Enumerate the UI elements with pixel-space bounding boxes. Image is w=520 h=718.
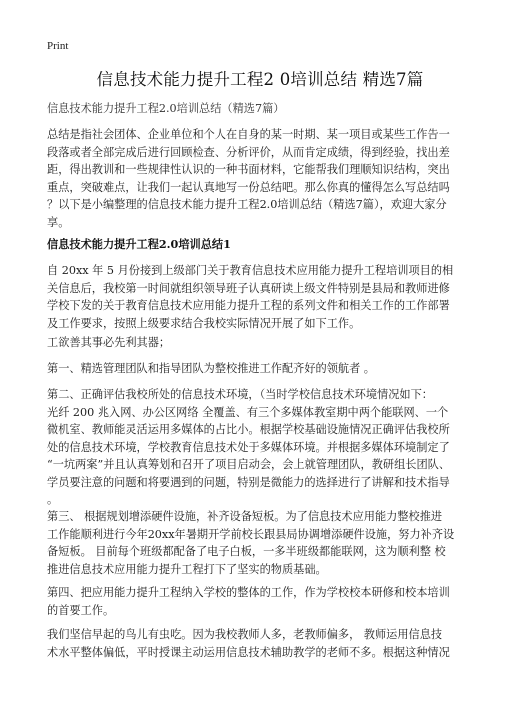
intro-paragraph (47, 126, 479, 231)
text-line: 。 (47, 493, 59, 506)
text-line: 的首要工作。 (47, 603, 115, 617)
paragraph-3 (47, 360, 479, 378)
text-line: 关信息后，我校第一时间就组织领导班子认真研读上级文件特别是县局和教师进修 (47, 281, 450, 295)
text-line: 术水平整体偏低，平时授课主动运用信息技术辅助教学的老师不多。根据这种情况 (47, 645, 450, 659)
text-line: 学员要注意的问题和将要遇到的问题，特别是微能力的选择进行了讲解和技术指导 (47, 475, 450, 489)
text-line: 工作能顺利进行今年20xx年暑期开学前校长跟县局协调增添硬件设施，努力补齐设 (47, 527, 455, 541)
paragraph-2 (47, 334, 479, 352)
text-line: 第三、 根据规划增添硬件设施，补齐设备短板。为了信息技术应用能力整校推进 (47, 510, 443, 523)
section-heading: 信息技术能力提升工程2.0培训总结1 (47, 237, 231, 251)
text-line: 及工作要求，按照上级要求结合我校实际情况开展了如下工作。 (47, 316, 361, 330)
text-line: 重点，突破难点，让我们一起认真地写一份总结吧。那么你真的懂得怎么写总结吗 (47, 180, 450, 194)
text-line: 自 20xx 年 5 月份接到上级部门关于教育信息技术应用能力提升工程培训项目的相 (47, 264, 454, 277)
text-line: 工欲善其事必先利其器； (47, 336, 171, 349)
print-label: Print (47, 40, 69, 52)
text-line: 学校下发的关于教育信息技术应用能力提升工程的系列文件和相关工作的工作部署 (47, 299, 450, 312)
text-line: 总结是指社会团体、企业单位和个人在自身的某一时期、某一项目或某些工作告一 (47, 128, 450, 141)
paragraph-7 (47, 626, 479, 661)
text-line: ？以下是小编整理的信息技术能力提升工程2.0培训总结（精选7篇），欢迎大家分 (47, 198, 447, 211)
text-line: 享。 (47, 215, 70, 229)
document-title: 信息技术能力提升工程2 0培训总结 精选7篇 (96, 70, 424, 89)
text-line: 第二、正确评估我校所处的信息技术环境，（当时学校信息技术环境情况如下： (47, 388, 433, 401)
text-line: 我们坚信早起的鸟儿有虫吃。因为我校教师人多，老教师偏多， 教师运用信息技 (47, 628, 443, 641)
text-line: 段落或者全部完成后进行回顾检查、分析评价，从而肯定成绩，得到经验，找出差 (47, 145, 450, 159)
text-line: 距，得出教训和一些规律性认识的一种书面材料，它能帮我们理顺知识结构，突出 (47, 163, 450, 176)
text-line: 第一、精选管理团队和指导团队为整校推进工作配齐好的领航者 。 (47, 362, 375, 375)
paragraph-6 (47, 584, 479, 619)
text-line: 第四、把应用能力提升工程纳入学校的整体的工作，作为学校校本研修和校本培训 (47, 586, 450, 599)
text-line: 微机室、教师能灵活运用多媒体的占比小。根据学校基础设施情况正确评估我校所 (47, 423, 450, 436)
text-line: 推进信息技术应用能力提升工程打下了坚实的物质基础。 (47, 562, 327, 576)
paragraph-1 (47, 262, 479, 332)
paragraph-4 (47, 386, 479, 509)
text-line: 处的信息技术环境，学校教育信息技术处于多媒体环境。并根据多媒体环境制定了 (47, 440, 450, 454)
paragraph-5 (47, 508, 479, 578)
document-subtitle: 信息技术能力提升工程2.0培训总结（精选7篇） (47, 102, 285, 115)
text-line: “一坑两案”并且认真筹划和召开了项目启动会，会上就管理团队，教研组长团队、 (47, 458, 451, 471)
text-line: 光纤 200 兆入网、办公区网络 全覆盖、有三个多媒体教室期中两个能联网、一个 (47, 405, 449, 419)
text-line: 备短板。 目前每个班级都配备了电子白板，一多半班级都能联网，这为顺利整 校 (47, 545, 446, 558)
